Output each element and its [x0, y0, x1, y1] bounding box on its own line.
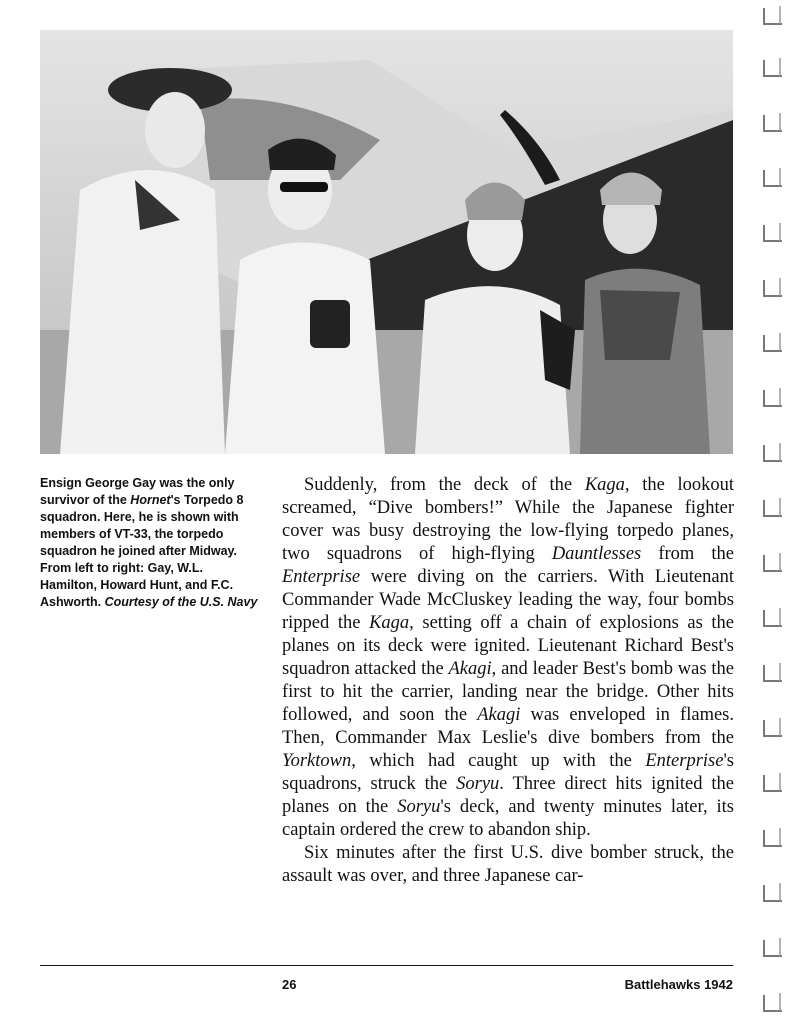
photo-caption: [40, 475, 258, 611]
caption-credit: Courtesy of the U.S. Navy: [104, 595, 258, 609]
ship-name: Akagi: [448, 659, 492, 679]
aircraft-name: Dauntlesses: [551, 544, 642, 564]
binding-edge: [760, 0, 800, 1033]
ship-name: Enterprise: [645, 751, 724, 771]
historical-photo: [40, 30, 733, 454]
page-number: 26: [282, 977, 297, 992]
caption-text-2: 's Torpedo 8 squadron. Here, he is shown with members of VT-33, the torpedo squadron he joined after Midway. From left to right: Gay, W.L. Hamilton, Howard Hunt, and F.C. Ashworth.: [40, 493, 244, 609]
ship-name: Kaga,: [369, 613, 414, 633]
ship-name: Soryu: [456, 774, 500, 794]
historical-photo-of-four-aviators-icon: [40, 30, 733, 454]
ship-name: Yorktown,: [282, 751, 356, 771]
paragraph-2: Six minutes after the first U.S. dive bomber struck, the assault was over, and three Japanese car-: [282, 843, 734, 886]
text-run: . Three direct hits ignited the planes on the: [282, 774, 734, 817]
spiral-binding-icon: [760, 0, 800, 1033]
text-run: from the: [641, 544, 734, 564]
text-run: 's squadrons, struck the: [282, 751, 734, 794]
ship-name: Kaga: [584, 475, 625, 495]
body-text: [282, 474, 734, 888]
paragraph-1: [282, 474, 734, 842]
text-run: , and leader Best's bomb was the first to hit the carrier, landing near the bridge. Other hits followed, and soon the: [282, 659, 734, 725]
caption-text-1: Ensign George Gay was the only survivor of the: [40, 476, 235, 507]
text-run: setting off a chain of explosions as the planes on its deck were ignited. Lieutenant Richard Best's squadron attacked the: [282, 613, 734, 679]
text-run: Suddenly, from the deck of the: [304, 475, 585, 495]
ship-name: Soryu: [397, 797, 441, 817]
ship-name: Akagi: [477, 705, 521, 725]
text-run: , the lookout screamed, “Dive bombers!” While the Japanese fighter cover was busy destroying the low-flying torpedo planes, two squadrons of high-flying: [282, 475, 734, 564]
text-run: were diving on the carriers. With Lieutenant Commander Wade McCluskey leading the way, four bombs ripped the: [282, 567, 734, 633]
text-run: which had caught up with the: [355, 751, 646, 771]
ship-name: Enterprise: [282, 567, 361, 587]
text-run: was enveloped in flames. Then, Commander Max Leslie's dive bombers from the: [282, 705, 734, 748]
running-title: Battlehawks 1942: [624, 977, 733, 992]
footer-rule: [40, 965, 733, 966]
text-run: 's deck, and twenty minutes later, its captain ordered the crew to abandon ship.: [282, 797, 734, 840]
caption-ship-name: Hornet: [130, 493, 171, 507]
